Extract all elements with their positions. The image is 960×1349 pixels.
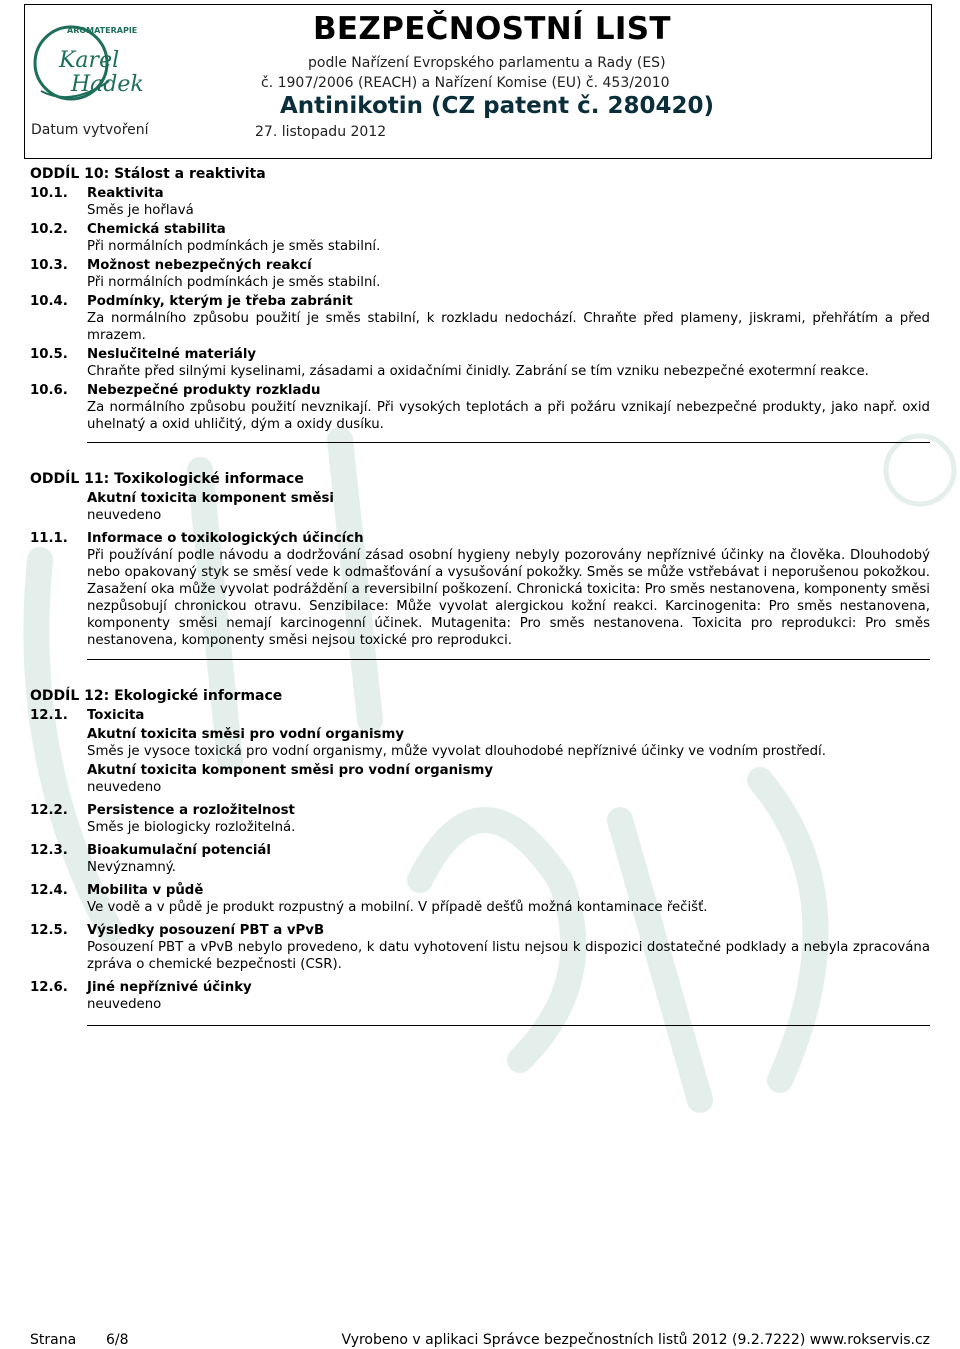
creation-date-value: 27. listopadu 2012 [255, 124, 387, 140]
section-10-heading: ODDÍL 10: Stálost a reaktivita [30, 166, 266, 182]
item-title: Neslučitelné materiály [87, 347, 257, 362]
item-title: Informace o toxikologických účincích [87, 531, 364, 546]
item-text: Posouzení PBT a vPvB nebylo provedeno, k datu vyhotovení listu nejsou k dispozici dostatečné podklady a nebyla zpracována zpráva o chemické bezpečnosti (CSR). [87, 940, 930, 972]
item-number: 10.4. [30, 294, 68, 309]
logo-top-text: AROMATERAPIE [67, 26, 138, 35]
item-number: 10.5. [30, 347, 68, 362]
company-logo [31, 11, 161, 111]
page-number: 6/8 [106, 1332, 129, 1348]
section-12-heading: ODDÍL 12: Ekologické informace [30, 688, 283, 704]
section-11-heading: ODDÍL 11: Toxikologické informace [30, 471, 304, 487]
item-number: 10.2. [30, 222, 68, 237]
item-text: neuvedeno [87, 997, 162, 1012]
product-name: Antinikotin (CZ patent č. 280420) [280, 93, 714, 119]
item-title: Toxicita [87, 708, 145, 723]
logo-name-last: Hadek [71, 72, 144, 97]
subsection-title: Akutní toxicita komponent směsi pro vodní organismy [87, 763, 494, 778]
creation-date-label: Datum vytvoření [31, 122, 149, 138]
item-number: 10.6. [30, 383, 68, 398]
item-text: Směs je hořlavá [87, 203, 194, 218]
item-text: Při normálních podmínkách je směs stabilní. [87, 275, 381, 290]
item-title: Jiné nepříznivé účinky [87, 980, 252, 995]
item-title: Reaktivita [87, 186, 164, 201]
item-text: Ve vodě a v půdě je produkt rozpustný a mobilní. V případě dešťů možná kontaminace řečišť. [87, 900, 708, 915]
item-text: Směs je vysoce toxická pro vodní organismy, může vyvolat dlouhodobé nepříznivé účinky ve vodním prostředí. [87, 744, 826, 759]
item-title: Chemická stabilita [87, 222, 226, 237]
item-number: 12.5. [30, 923, 68, 938]
document-header [24, 4, 932, 159]
svg-text:Hadek [70, 72, 144, 97]
item-number: 12.6. [30, 980, 68, 995]
item-text: Nevýznamný. [87, 860, 177, 875]
item-number: 10.1. [30, 186, 68, 201]
item-number: 10.3. [30, 258, 68, 273]
producer-note: Vyrobeno v aplikaci Správce bezpečnostních listů 2012 (9.2.7222) www.rokservis.cz [341, 1332, 930, 1348]
subsection-title: Akutní toxicita komponent směsi [87, 491, 334, 506]
svg-text:Karel [58, 48, 119, 73]
page-label: Strana [30, 1332, 77, 1348]
item-title: Možnost nebezpečných reakcí [87, 258, 312, 273]
item-title: Mobilita v půdě [87, 883, 204, 898]
item-title: Persistence a rozložitelnost [87, 803, 295, 818]
regulation-line-2: č. 1907/2006 (REACH) a Nařízení Komise (EU) č. 453/2010 [261, 75, 670, 91]
document-title: BEZPEČNOSTNÍ LIST [313, 11, 671, 47]
item-number: 12.3. [30, 843, 68, 858]
item-text: neuvedeno [87, 780, 162, 795]
item-number: 12.4. [30, 883, 68, 898]
item-text: Při normálních podmínkách je směs stabilní. [87, 239, 381, 254]
document-body [30, 162, 930, 1026]
item-title: Podmínky, kterým je třeba zabránit [87, 294, 353, 309]
item-text: Za normálního způsobu použití nevznikají. Při vysokých teplotách a při požáru vznikají nebezpečné produkty, jako např. oxid uhelnatý a oxid uhličitý, dým a oxidy dusíku. [87, 400, 930, 432]
subsection-title: Akutní toxicita směsi pro vodní organismy [87, 727, 404, 742]
item-number: 12.2. [30, 803, 68, 818]
item-title: Bioakumulační potenciál [87, 843, 271, 858]
regulation-line-1: podle Nařízení Evropského parlamentu a Rady (ES) [308, 55, 666, 71]
svg-text:AROMATERAPIE [67, 26, 137, 35]
section-divider [87, 1025, 930, 1026]
item-text: Směs je biologicky rozložitelná. [87, 820, 296, 835]
item-number: 11.1. [30, 531, 68, 546]
logo-name-first: Karel [59, 48, 120, 73]
item-title: Nebezpečné produkty rozkladu [87, 383, 321, 398]
item-number: 12.1. [30, 708, 68, 723]
item-text: Chraňte před silnými kyselinami, zásadami a oxidačními činidly. Zabrání se tím vzniku nebezpečné exotermní reakce. [87, 364, 869, 379]
item-text: Za normálního způsobu použití je směs stabilní, k rozkladu nedochází. Chraňte před plameny, jiskrami, přehřátím a před mrazem. [87, 311, 930, 343]
item-title: Výsledky posouzení PBT a vPvB [87, 923, 325, 938]
item-text: Při používání podle návodu a dodržování zásad osobní hygieny nebyly pozorovány nepříznivé účinky na člověka. Dlouhodobý nebo opakovaný styk se směsí vede k odmašťování a vysušování pokožky. Směs se může vstřebávat i neporušenou pokožkou. Zasažení oka může vyvolat podráždění a reversibilní poškození. Chronická toxicita: Pro směs nestanovena, komponenty směsi nezpůsobují chronickou otravu. Senzibilace: Může vyvolat alergickou kožní reakci. Karcinogenita: Pro směs nestanovena, komponenty směsi nemají karcinogenní účinek. Mutagenita: Pro směs nestanovena. Toxicita pro reprodukci: Pro směs nestanovena, komponenty směsi nejsou toxické pro reprodukci. [87, 548, 930, 648]
item-text: neuvedeno [87, 508, 162, 523]
